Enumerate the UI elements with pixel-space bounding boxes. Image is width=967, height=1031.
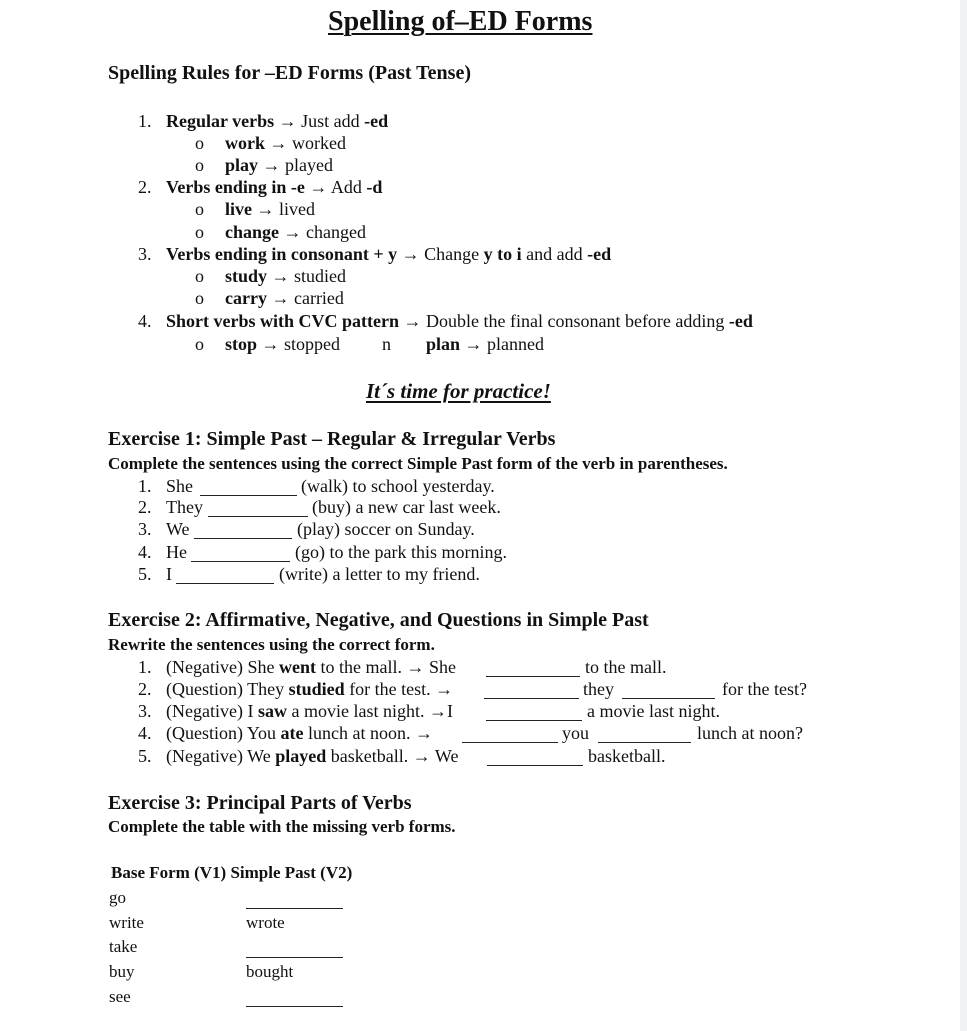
rule-3: 3. Verbs ending in consonant + y → Change y to i and add -ed: [138, 244, 612, 264]
answer-blank[interactable]: [486, 662, 580, 677]
table-cell-base: buy: [109, 962, 135, 981]
table-cell-base: see: [109, 987, 131, 1006]
exercise-2-item-4-mid: you: [562, 723, 589, 743]
exercise-2-item-1-tail: to the mall.: [585, 657, 667, 677]
arrow-icon: →: [397, 244, 425, 264]
arrow-icon: →: [304, 177, 331, 197]
answer-blank[interactable]: [487, 751, 583, 766]
rule-1: 1. Regular verbs → Just add -ed: [138, 111, 389, 131]
exercise-3-title: Exercise 3: Principal Parts of Verbs: [108, 792, 412, 814]
exercise-1-item-2: 2. They: [138, 497, 203, 517]
rule-4-separator: n: [382, 334, 391, 354]
exercise-2-item-3-tail: a movie last night.: [587, 701, 720, 721]
exercise-2-instruction: Rewrite the sentences using the correct form.: [108, 635, 435, 654]
viewer-scroll-gutter[interactable]: [960, 0, 967, 1031]
exercise-1-item-5-rest: (write) a letter to my friend.: [279, 564, 480, 584]
rule-2-example-1: o live → lived: [195, 199, 315, 219]
table-cell-past: bought: [246, 962, 294, 981]
answer-blank[interactable]: [191, 547, 290, 562]
bullet-icon: o: [195, 266, 204, 286]
arrow-icon: →: [267, 266, 295, 286]
answer-blank[interactable]: [176, 569, 274, 584]
arrow-icon: →: [266, 288, 294, 308]
rules-heading: Spelling Rules for –ED Forms (Past Tense): [108, 62, 471, 84]
bullet-icon: o: [195, 288, 204, 308]
arrow-icon: →: [257, 334, 285, 354]
practice-banner: It´s time for practice!: [366, 379, 551, 403]
exercise-2-title: Exercise 2: Affirmative, Negative, and Questions in Simple Past: [108, 609, 649, 631]
arrow-icon: →: [460, 334, 488, 354]
table-cell-base: take: [109, 937, 138, 956]
rule-4: 4. Short verbs with CVC pattern → Double the final consonant before adding -ed: [138, 311, 753, 331]
table-cell-base: write: [109, 913, 144, 932]
exercise-1-item-4: 4. He: [138, 542, 187, 562]
rule-2-example-2: o change → changed: [195, 222, 366, 242]
exercise-1-item-2-rest: (buy) a new car last week.: [312, 497, 501, 517]
rule-4-example-1: o stop → stopped: [195, 334, 341, 354]
exercise-2-item-2-mid: they: [583, 679, 614, 699]
rule-number: 2.: [138, 177, 152, 197]
arrow-icon: →: [412, 746, 431, 766]
arrow-icon: →: [258, 155, 286, 175]
bullet-icon: o: [195, 155, 204, 175]
rule-number: 3.: [138, 244, 152, 264]
exercise-2-item-5: 5. (Negative) We played basketball. → We: [138, 746, 459, 766]
column-header-base: Base Form (V1): [111, 863, 227, 882]
arrow-icon: →: [428, 701, 447, 721]
document-title: Spelling of–ED Forms: [328, 6, 593, 37]
answer-blank[interactable]: [200, 481, 297, 496]
arrow-icon: →: [415, 723, 433, 743]
rule-number: 1.: [138, 111, 152, 131]
rule-number: 4.: [138, 311, 152, 331]
answer-blank[interactable]: [246, 943, 343, 958]
rule-1-example-2: o play → played: [195, 155, 333, 175]
bullet-icon: o: [195, 133, 204, 153]
bullet-icon: o: [195, 199, 204, 219]
exercise-1-instruction: Complete the sentences using the correct Simple Past form of the verb in parentheses.: [108, 454, 728, 473]
exercise-2-item-2: 2. (Question) They studied for the test. →: [138, 679, 454, 699]
exercise-1-item-3: 3. We: [138, 519, 190, 539]
answer-blank[interactable]: [246, 894, 343, 909]
rule-2: 2. Verbs ending in -e → Add -d: [138, 177, 383, 197]
table-header: [111, 863, 352, 883]
exercise-2-item-4-tail: lunch at noon?: [697, 723, 803, 743]
answer-blank[interactable]: [486, 706, 582, 721]
arrow-icon: →: [399, 311, 426, 331]
bullet-icon: o: [195, 334, 204, 354]
answer-blank[interactable]: [598, 728, 691, 743]
table-cell-base: go: [109, 888, 126, 907]
arrow-icon: →: [279, 222, 306, 242]
exercise-2-item-4: 4. (Question) You ate lunch at noon. →: [138, 723, 433, 743]
answer-blank[interactable]: [462, 728, 558, 743]
rule-3-example-2: o carry → carried: [195, 288, 344, 308]
answer-blank[interactable]: [208, 502, 308, 517]
rule-3-example-1: o study → studied: [195, 266, 347, 286]
answer-blank[interactable]: [194, 524, 292, 539]
exercise-3-instruction: Complete the table with the missing verb forms.: [108, 817, 456, 836]
exercise-1-item-5: 5. I: [138, 564, 172, 584]
exercise-2-item-3: 3. (Negative) I saw a movie last night. →I: [138, 701, 453, 721]
column-header-past: Simple Past (V2): [230, 863, 353, 882]
table-cell-past: wrote: [246, 913, 285, 932]
arrow-icon: →: [435, 679, 454, 699]
arrow-icon: →: [252, 199, 279, 219]
rule-4-example-2: plan → planned: [426, 334, 545, 354]
arrow-icon: →: [274, 111, 302, 131]
exercise-2-item-1: 1. (Negative) She went to the mall. → She: [138, 657, 456, 677]
exercise-1-title: Exercise 1: Simple Past – Regular & Irregular Verbs: [108, 428, 556, 450]
arrow-icon: →: [265, 133, 292, 153]
answer-blank[interactable]: [622, 684, 715, 699]
bullet-icon: o: [195, 222, 204, 242]
exercise-1-item-4-rest: (go) to the park this morning.: [295, 542, 507, 562]
exercise-1-item-3-rest: (play) soccer on Sunday.: [297, 519, 475, 539]
exercise-2-item-2-tail: for the test?: [722, 679, 807, 699]
exercise-2-item-5-tail: basketball.: [588, 746, 666, 766]
answer-blank[interactable]: [484, 684, 579, 699]
arrow-icon: →: [406, 657, 425, 677]
rule-1-example-1: o work → worked: [195, 133, 346, 153]
answer-blank[interactable]: [246, 992, 343, 1007]
exercise-1-item-1-rest: (walk) to school yesterday.: [301, 476, 495, 496]
exercise-1-item-1: 1. She: [138, 476, 193, 496]
